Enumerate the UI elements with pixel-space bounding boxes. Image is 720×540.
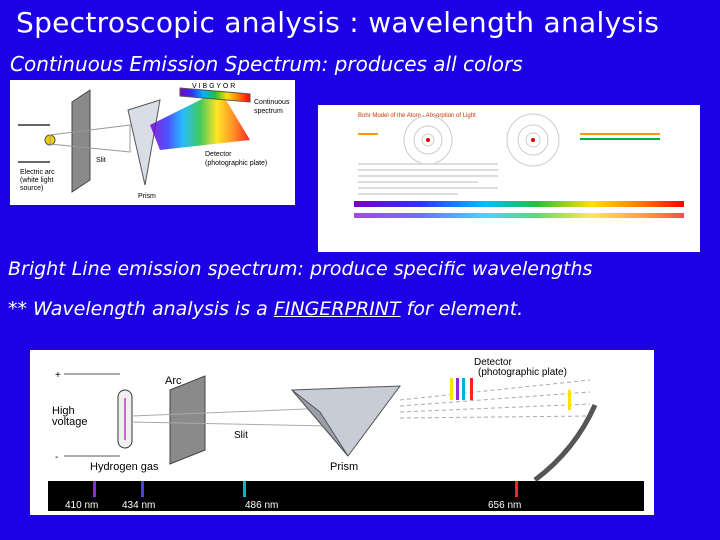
ray-2 [400,392,590,406]
absorbed-photon-line-2 [580,138,660,140]
continuous-label-2: spectrum [254,108,283,115]
h-slit-plate [170,376,205,464]
detector-line-cyan [462,378,465,400]
hydrogen-spectrum-svg [30,350,654,515]
minus-sign: - [55,452,59,463]
detector-line-yellow [450,378,453,400]
label-656: 656 nm [488,500,522,511]
ray-4 [400,416,590,418]
spectrum-letters: V I B G Y O R [192,83,236,90]
continuous-spectrum-bar [354,201,684,207]
photographic-plate [535,405,595,480]
line-486 [243,481,246,497]
fingerprint-prefix: ** Wavelength analysis is a [8,298,274,320]
bohr-heading: Bohr Model of the Atom - Absorption of Light [358,113,476,119]
absorption-spectrum-bar [354,213,684,218]
bohr-model-svg [318,105,700,252]
nucleus-2 [531,138,535,142]
high-voltage-label-1: High [52,405,75,417]
bright-line-heading: Bright Line emission spectrum: produce specific wavelengths [8,258,593,280]
prism-label: Prism [138,193,156,200]
arc-label-3: source) [20,185,44,192]
fingerprint-word: FINGERPRINT [273,298,401,320]
high-voltage-label-2: voltage [52,416,88,428]
continuous-label-1: Continuous [254,99,290,106]
h-beam-bottom [132,422,330,426]
line-434 [141,481,144,497]
detector-line-red [470,378,473,400]
text-line-6 [358,193,458,195]
spectrum-strip [48,481,644,497]
slide-title: Spectroscopic analysis : wavelength analysis [16,6,660,39]
text-line-5 [358,187,498,189]
detector-label-2: (photographic plate) [205,160,268,167]
slit-plate [72,90,90,192]
arc-label-2: (white light [20,177,54,184]
absorbed-photon-line [580,133,660,135]
bohr-model-diagram [318,105,700,252]
h-prism-shape [292,386,400,456]
detector-line-violet [456,378,459,400]
text-line-3 [358,175,498,177]
h-detector-label-2: (photographic plate) [478,367,567,378]
label-410: 410 nm [65,500,99,511]
slit-label: Slit [96,157,106,164]
fingerprint-statement [8,298,523,320]
ray-1 [400,380,590,400]
label-486: 486 nm [245,500,279,511]
arc-label-1: Electric arc [20,169,55,176]
h-arc-label: Arc [165,375,182,387]
hydrogen-gas-label: Hydrogen gas [90,461,159,473]
continuous-spectrum-heading: Continuous Emission Spectrum: produces all colors [10,52,523,76]
hydrogen-spectrum-diagram [30,350,654,515]
continuous-spectrum-diagram [10,80,295,205]
ray-3 [400,404,590,412]
label-434: 434 nm [122,500,156,511]
h-detector-label-1: Detector [474,357,512,368]
prism-shape [128,100,160,185]
h-slit-label: Slit [234,430,248,441]
h-beam-top [132,408,330,416]
continuous-spectrum-svg [10,80,295,205]
nucleus [426,138,430,142]
text-line-1 [358,163,498,165]
line-410 [93,481,96,497]
text-line-4 [358,181,478,183]
h-prism-label: Prism [330,461,359,473]
fingerprint-suffix: for element. [400,298,524,320]
detector-line-far [568,390,571,410]
detector-label-1: Detector [205,151,232,158]
line-656 [515,481,518,497]
photon-arrow [358,133,378,135]
text-line-2 [358,169,498,171]
plus-sign: + [55,370,61,381]
